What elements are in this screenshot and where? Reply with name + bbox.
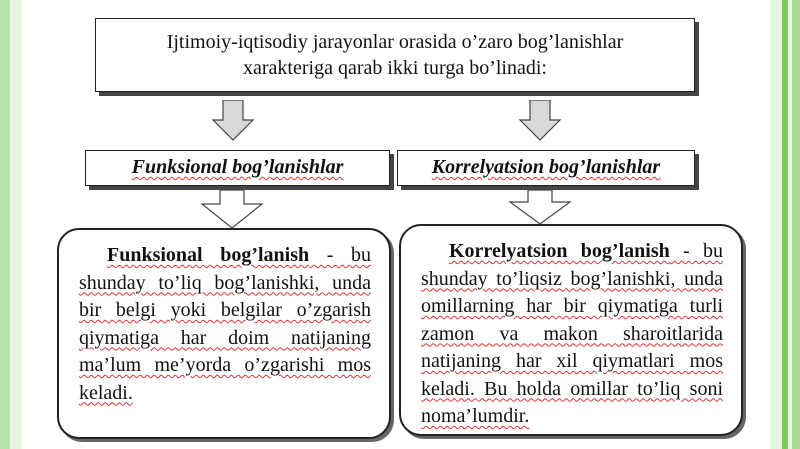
top-title-box <box>95 18 695 92</box>
top-title-line2: xarakteriga qarab ikki turga bo’linadi: <box>243 57 547 79</box>
correlation-definition-card <box>399 224 743 436</box>
down-arrow-icon <box>518 100 562 142</box>
correlation-definition-text <box>421 238 723 431</box>
functional-definition: - bu shunday to’liq bog’lanishki, unda bir belgi yoki belgilar o’zgarish qiymatiga har doim natijaning ma’lum me’yorda o’zgarishi mos keladi. <box>79 244 371 404</box>
down-arrow-icon <box>508 190 572 226</box>
functional-term: Funksional bog’lanish <box>107 244 310 266</box>
correlation-definition: - bu shunday to’liqsiz bog’lanishki, unda omillarning har bir qiymatiga turli zamon va makon sharoitlarida natijaning har xil qiymatlari mos keladi. Bu holda omillar to’liq soni noma’lumdir. <box>421 240 723 427</box>
down-arrow-icon <box>211 100 255 142</box>
functional-definition-text <box>79 242 371 407</box>
header-functional-label: Funksional bog’lanishlar <box>131 156 344 178</box>
left-decoration-stripe <box>0 0 10 449</box>
functional-definition-card <box>57 228 391 439</box>
header-correlation <box>397 150 695 186</box>
right-decoration-line <box>782 0 788 449</box>
correlation-term: Korrelyatsion bog’lanish <box>449 240 670 262</box>
header-correlation-label: Korrelyatsion bog’lanishlar <box>431 156 661 178</box>
header-functional <box>85 150 390 186</box>
right-decoration-stripe <box>792 0 800 449</box>
down-arrow-icon <box>200 190 264 230</box>
top-title-line1: Ijtimoiy-iqtisodiy jarayonlar orasida o’zaro bog’lanishlar <box>166 31 624 53</box>
